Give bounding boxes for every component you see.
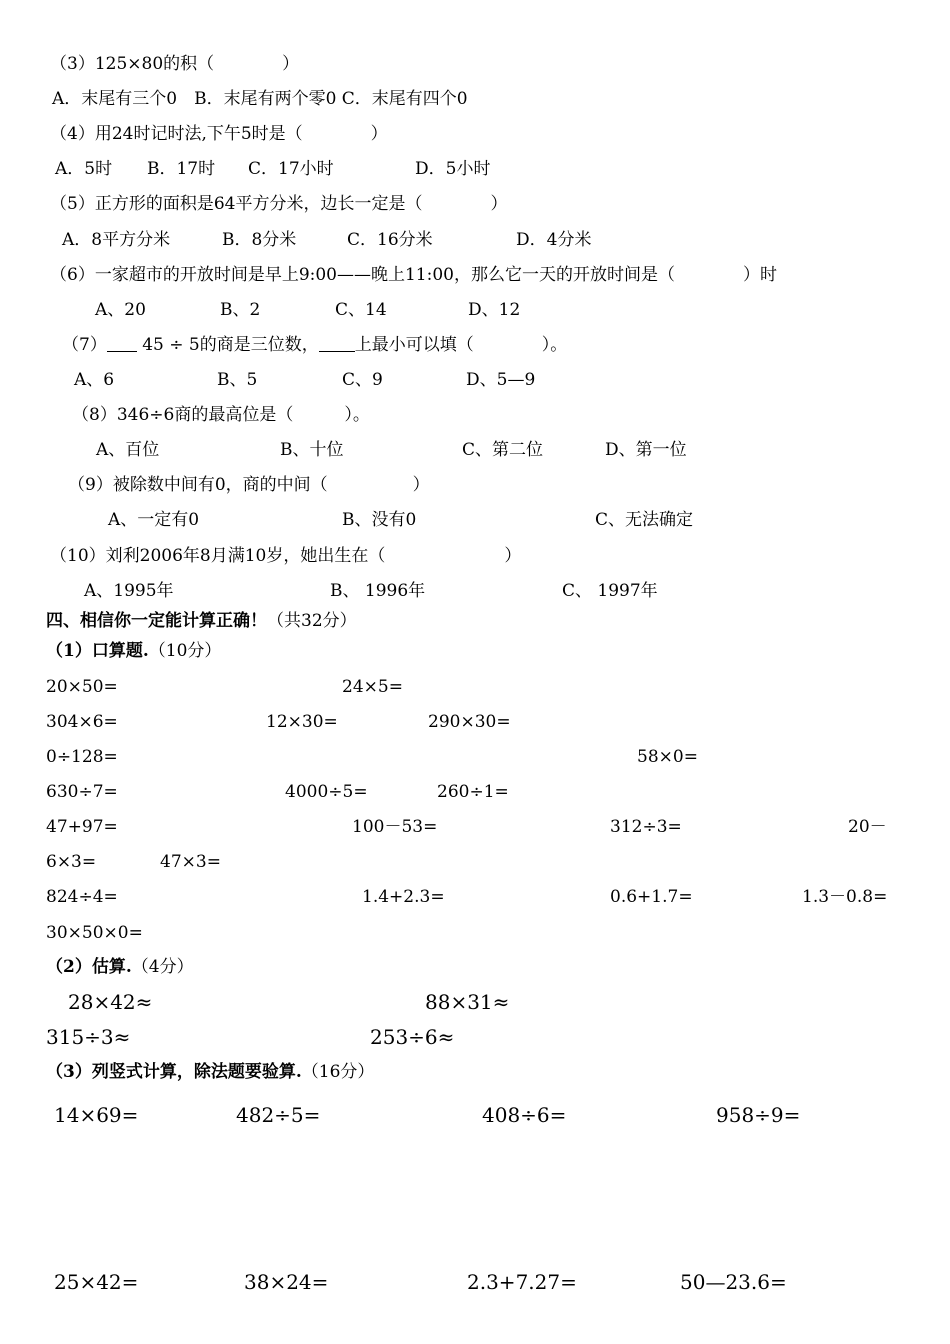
q7-option-c: C、9 (342, 370, 383, 390)
oral-item: 100－53= (352, 817, 438, 837)
q9-option-b: B、没有0 (342, 510, 417, 530)
oral-item: 0.6+1.7= (610, 887, 693, 907)
q6-option-a: A、20 (95, 300, 146, 320)
q7-stem-end: 上最小可以填（ ）。 (354, 335, 568, 355)
q6-option-b: B、2 (220, 300, 261, 320)
q9-option-a: A、一定有0 (108, 510, 200, 530)
vertical-item: 50—23.6= (680, 1270, 787, 1294)
vertical-item: 38×24= (244, 1270, 329, 1294)
oral-item: 58×0= (637, 747, 698, 767)
q10-option-a: A、1995年 (84, 581, 174, 601)
vertical-item: 958÷9= (716, 1103, 801, 1127)
q4-stem: （4）用24时记时法,下午5时是（ ） (50, 124, 388, 144)
q7-stem (62, 335, 567, 355)
vertical-item: 25×42= (54, 1270, 139, 1294)
q8-option-d: D、第一位 (605, 440, 687, 460)
oral-item: 4000÷5= (285, 782, 368, 802)
q3-options: A．末尾有三个0 B．末尾有两个零0 C．末尾有四个0 (52, 89, 468, 109)
oral-item: 20－ (848, 817, 887, 837)
q7-option-a: A、6 (74, 370, 115, 390)
q7-option-d: D、5—9 (466, 370, 536, 390)
oral-item: 304×6= (46, 712, 118, 732)
oral-item: 0÷128= (46, 747, 118, 767)
q5-option-c: C．16分米 (347, 230, 433, 250)
q10-stem: （10）刘利2006年8月满10岁，她出生在（ ） (50, 546, 522, 566)
vertical-item: 14×69= (54, 1103, 139, 1127)
q10-option-c: C、 1997年 (562, 581, 658, 601)
part1-heading (46, 641, 221, 661)
q7-stem-middle: 45 ÷ 5的商是三位数， (142, 335, 319, 355)
q7-option-b: B、5 (217, 370, 258, 390)
q4-option-b: B．17时 (147, 159, 216, 179)
q5-option-b: B．8分米 (222, 230, 297, 250)
oral-item: 30×50×0= (46, 923, 143, 943)
vertical-item: 408÷6= (482, 1103, 567, 1127)
q4-option-d: D．5小时 (415, 159, 491, 179)
oral-item: 630÷7= (46, 782, 118, 802)
part1-label: （1）口算题. (46, 641, 149, 661)
q5-stem: （5）正方形的面积是64平方分米，边长一定是（ ） (50, 194, 508, 214)
vertical-item: 2.3+7.27= (467, 1270, 577, 1294)
q6-option-d: D、12 (468, 300, 521, 320)
q8-option-b: B、十位 (280, 440, 344, 460)
oral-item: 6×3= (46, 852, 97, 872)
oral-item: 1.4+2.3= (362, 887, 445, 907)
oral-item: 47×3= (160, 852, 221, 872)
oral-item: 20×50= (46, 677, 118, 697)
q10-option-b: B、 1996年 (330, 581, 426, 601)
part3-score: （16分） (301, 1062, 375, 1082)
part3-label: （3）列竖式计算，除法题要验算. (46, 1062, 302, 1082)
oral-item: 1.3－0.8= (802, 887, 888, 907)
q8-option-c: C、第二位 (462, 440, 544, 460)
part3-heading (46, 1062, 374, 1082)
q9-option-c: C、无法确定 (595, 510, 694, 530)
oral-item: 312÷3= (610, 817, 682, 837)
q7-blank-2 (319, 335, 355, 352)
section4-heading (46, 611, 357, 631)
estimate-item: 315÷3≈ (46, 1025, 131, 1049)
oral-item: 47+97= (46, 817, 118, 837)
q4-option-c: C．17小时 (248, 159, 334, 179)
q5-option-a: A．8平方分米 (62, 230, 171, 250)
q8-option-a: A、百位 (96, 440, 160, 460)
q5-option-d: D．4分米 (516, 230, 592, 250)
q7-blank-1 (107, 335, 137, 352)
q8-stem: （8）346÷6商的最高位是（ ）。 (72, 405, 370, 425)
estimate-item: 88×31≈ (425, 990, 510, 1014)
estimate-item: 28×42≈ (68, 990, 153, 1014)
oral-item: 290×30= (428, 712, 511, 732)
part2-score: （4分） (131, 957, 194, 977)
q3-stem: （3）125×80的积（ ） (50, 54, 300, 74)
oral-item: 260÷1= (437, 782, 509, 802)
part2-label: （2）估算. (46, 957, 132, 977)
oral-item: 824÷4= (46, 887, 118, 907)
oral-item: 12×30= (266, 712, 338, 732)
part1-score: （10分） (148, 641, 222, 661)
oral-item: 24×5= (342, 677, 403, 697)
q6-stem: （6）一家超市的开放时间是早上9:00——晚上11:00，那么它一天的开放时间是（ ）时 (50, 265, 777, 285)
section4-score: （共32分） (267, 611, 357, 631)
q7-stem-prefix: （7） (62, 335, 107, 355)
vertical-item: 482÷5= (236, 1103, 321, 1127)
estimate-item: 253÷6≈ (370, 1025, 455, 1049)
section4-title: 四、相信你一定能计算正确！ (46, 611, 267, 631)
q9-stem: （9）被除数中间有0，商的中间（ ） (68, 475, 430, 495)
q4-option-a: A．5时 (55, 159, 113, 179)
q6-option-c: C、14 (335, 300, 387, 320)
part2-heading (46, 957, 194, 977)
